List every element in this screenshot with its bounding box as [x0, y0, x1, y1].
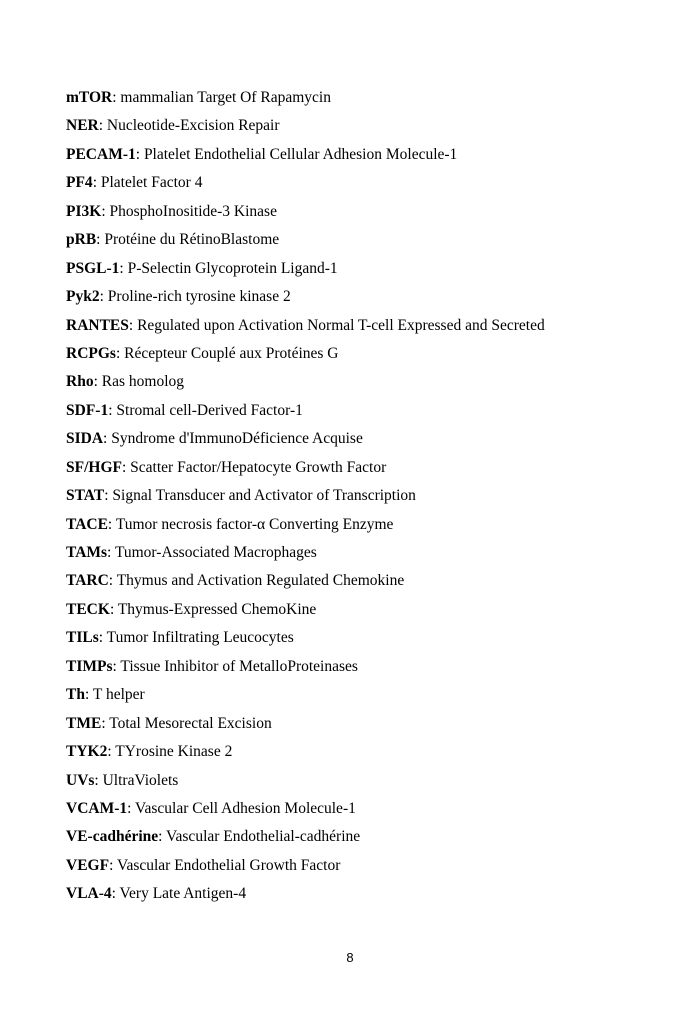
abbreviation-term: SIDA	[66, 430, 104, 448]
abbreviation-entry	[66, 653, 686, 681]
abbreviation-definition: Thymus-Expressed ChemoKine	[117, 600, 317, 618]
abbreviation-separator: :	[107, 743, 116, 761]
abbreviation-separator: :	[93, 373, 102, 391]
abbreviation-term: VE-cadhérine	[66, 828, 159, 846]
abbreviation-definition: T helper	[92, 686, 145, 704]
abbreviation-separator: :	[112, 89, 121, 106]
abbreviation-definition: PhosphoInositide-3 Kinase	[109, 202, 277, 220]
abbreviation-definition: Total Mesorectal Excision	[109, 714, 272, 732]
abbreviation-term: SDF-1	[66, 401, 109, 419]
abbreviation-separator: :	[84, 686, 93, 704]
abbreviation-term: mTOR	[66, 89, 113, 106]
abbreviation-term: NER	[66, 117, 99, 135]
abbreviation-entry	[66, 198, 686, 226]
abbreviation-definition: Syndrome d'ImmunoDéficience Acquise	[111, 430, 363, 448]
abbreviation-term: TACE	[66, 515, 108, 533]
abbreviation-separator: :	[121, 458, 131, 476]
abbreviation-entry	[66, 141, 686, 169]
abbreviation-separator: :	[101, 202, 110, 220]
abbreviation-separator: :	[94, 771, 103, 789]
abbreviation-term: RANTES	[66, 316, 129, 334]
abbreviation-definition: P-Selectin Glycoprotein Ligand-1	[127, 259, 338, 277]
abbreviation-definition: Ras homolog	[101, 373, 185, 391]
abbreviation-entry	[66, 312, 686, 340]
abbreviation-term: UVs	[66, 771, 95, 789]
abbreviation-separator: :	[107, 544, 115, 561]
abbreviation-definition: Vascular Endothelial-cadhérine	[166, 828, 361, 846]
abbreviation-separator: :	[92, 174, 101, 192]
abbreviation-separator: :	[104, 487, 113, 505]
abbreviation-definition: Stromal cell-Derived Factor-1	[116, 401, 303, 419]
abbreviation-entry	[66, 710, 686, 738]
abbreviation-definition: TYrosine Kinase 2	[115, 743, 233, 761]
abbreviation-term: VCAM-1	[66, 799, 128, 817]
abbreviation-entry	[66, 795, 686, 823]
abbreviation-entry	[66, 169, 686, 197]
abbreviation-term: TAMs	[66, 544, 108, 561]
abbreviation-separator: :	[127, 799, 136, 817]
abbreviation-list	[66, 84, 686, 909]
abbreviation-entry	[66, 84, 686, 112]
abbreviation-entry	[66, 880, 686, 908]
abbreviation-entry	[66, 596, 686, 624]
abbreviation-definition: Scatter Factor/Hepatocyte Growth Factor	[130, 458, 387, 476]
abbreviation-entry	[66, 539, 686, 567]
abbreviation-entry	[66, 283, 686, 311]
abbreviation-definition: Tissue Inhibitor of MetalloProteinases	[120, 657, 358, 675]
abbreviation-entry	[66, 454, 686, 482]
abbreviation-term: PF4	[66, 174, 93, 192]
abbreviation-separator: :	[135, 145, 144, 163]
abbreviation-definition: Platelet Factor 4	[100, 174, 203, 192]
abbreviation-entry	[66, 511, 686, 539]
abbreviation-separator: :	[119, 259, 128, 277]
abbreviation-separator: :	[101, 714, 110, 732]
abbreviation-term: TILs	[66, 629, 99, 647]
abbreviation-term: PI3K	[66, 202, 102, 220]
abbreviation-separator: :	[128, 316, 138, 334]
abbreviation-entry	[66, 397, 686, 425]
abbreviation-separator: :	[109, 856, 117, 874]
abbreviation-term: PSGL-1	[66, 259, 120, 277]
abbreviation-entry	[66, 567, 686, 595]
abbreviation-term: VEGF	[66, 856, 110, 874]
abbreviation-definition: Vascular Endothelial Growth Factor	[116, 856, 341, 874]
abbreviation-separator: :	[112, 657, 121, 675]
abbreviation-entry	[66, 340, 686, 368]
abbreviation-term: RCPGs	[66, 344, 116, 362]
abbreviation-definition: Thymus and Activation Regulated Chemokine	[116, 572, 405, 590]
abbreviation-definition: Protéine du RétinoBlastome	[104, 231, 280, 249]
abbreviation-definition: Signal Transducer and Activator of Transcription	[112, 487, 416, 505]
abbreviation-separator: :	[115, 344, 125, 362]
abbreviation-term: STAT	[66, 487, 105, 505]
abbreviation-definition: Vascular Cell Adhesion Molecule-1	[135, 799, 356, 817]
page-number: 8	[346, 950, 354, 965]
abbreviation-entry	[66, 255, 686, 283]
abbreviation-entry	[66, 368, 686, 396]
abbreviation-definition: Regulated upon Activation Normal T-cell Expressed and Secreted	[137, 316, 545, 334]
abbreviation-separator: :	[99, 288, 108, 306]
abbreviation-term: VLA-4	[66, 885, 112, 903]
abbreviation-definition: Nucleotide-Excision Repair	[106, 117, 280, 135]
abbreviation-entry	[66, 226, 686, 254]
abbreviation-definition: Récepteur Couplé aux Protéines G	[124, 344, 339, 362]
abbreviation-definition: Platelet Endothelial Cellular Adhesion Molecule-1	[143, 145, 458, 163]
abbreviation-term: SF/HGF	[66, 458, 122, 476]
abbreviation-separator: :	[103, 430, 112, 448]
abbreviation-entry	[66, 624, 686, 652]
abbreviation-term: TIMPs	[66, 657, 113, 675]
abbreviation-definition: mammalian Target Of Rapamycin	[120, 89, 331, 106]
abbreviation-entry	[66, 823, 686, 851]
abbreviation-separator: :	[107, 515, 116, 533]
abbreviation-separator: :	[96, 231, 105, 249]
abbreviation-term: TME	[66, 714, 102, 732]
abbreviation-definition: Tumor-Associated Macrophages	[114, 544, 317, 561]
abbreviation-separator: :	[98, 117, 107, 135]
abbreviation-term: PECAM-1	[66, 145, 136, 163]
abbreviation-definition: UltraViolets	[102, 771, 179, 789]
abbreviation-entry	[66, 852, 686, 880]
abbreviation-term: TARC	[66, 572, 109, 590]
abbreviation-definition: Tumor Infiltrating Leucocytes	[106, 629, 294, 647]
abbreviation-entry	[66, 681, 686, 709]
abbreviation-separator: :	[158, 828, 167, 846]
abbreviation-term: Rho	[66, 373, 94, 391]
abbreviation-separator: :	[98, 629, 107, 647]
abbreviation-term: Th	[66, 686, 85, 704]
abbreviation-definition: Very Late Antigen-4	[119, 885, 247, 903]
abbreviation-separator: :	[109, 600, 118, 618]
abbreviation-term: TYK2	[66, 743, 108, 761]
abbreviation-entry	[66, 738, 686, 766]
abbreviation-separator: :	[108, 572, 117, 590]
abbreviation-separator: :	[111, 885, 120, 903]
abbreviation-entry	[66, 482, 686, 510]
abbreviation-entry	[66, 767, 686, 795]
abbreviation-term: Pyk2	[66, 288, 100, 306]
abbreviation-entry	[66, 425, 686, 453]
abbreviation-entry	[66, 112, 686, 140]
abbreviation-term: pRB	[66, 231, 97, 249]
abbreviation-separator: :	[108, 401, 117, 419]
abbreviation-definition: Tumor necrosis factor-α Converting Enzyme	[115, 515, 394, 533]
abbreviation-term: TECK	[66, 600, 110, 618]
abbreviation-definition: Proline-rich tyrosine kinase 2	[107, 288, 291, 306]
